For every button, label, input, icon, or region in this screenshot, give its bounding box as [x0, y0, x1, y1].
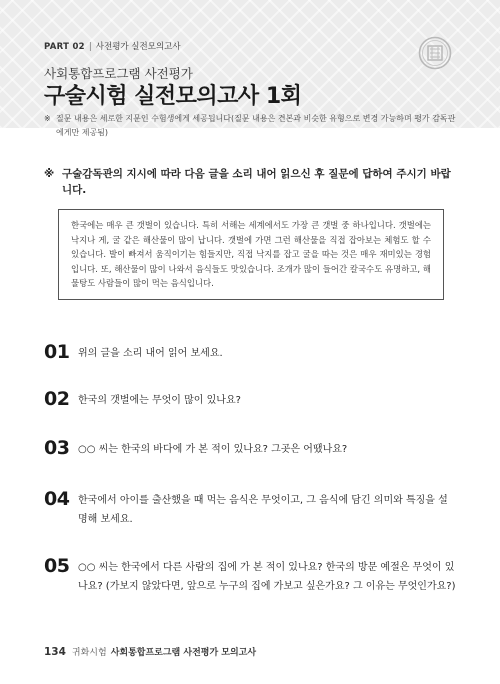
- part-breadcrumb: [44, 40, 181, 52]
- page-subtitle: 사회통합프로그램 사전평가: [44, 66, 193, 81]
- question-number: 02: [44, 388, 70, 410]
- instruction: [44, 166, 456, 198]
- question-text: 위의 글을 소리 내어 읽어 보세요.: [78, 348, 223, 359]
- question-number: 03: [44, 437, 70, 459]
- page-footer: [44, 645, 256, 658]
- instruction-text: 구술감독관의 지시에 따라 다음 글을 소리 내어 읽으신 후 질문에 답하여 주시기 바랍니다.: [62, 168, 451, 196]
- question-text: ○○ 씨는 한국에서 다른 사람의 집에 가 본 적이 있나요? 한국의 방문 예절은 무엇이 있나요? (가보지 않았다면, 앞으로 누구의 집에 가보고 싶은가요? 그 이유는 무엇인가요?): [78, 562, 456, 592]
- breadcrumb-separator: |: [88, 42, 92, 52]
- question-number: 05: [44, 555, 70, 577]
- question-number: 01: [44, 341, 70, 363]
- ornamental-seal-icon: [418, 36, 452, 70]
- footer-book-title: 사회통합프로그램 사전평가 모의고사: [110, 648, 257, 658]
- instruction-mark: ※: [44, 168, 55, 180]
- notice: [44, 112, 456, 140]
- page-number: 134: [44, 646, 66, 658]
- page-title: 구술시험 실전모의고사 1회: [44, 84, 302, 109]
- note-text: 질문 내용은 세로한 지문인 수험생에게 세공됩니다(질문 내용은 견본과 비슷한 유형으로 변경 가능하며 평가 감독관에게만 제공됨): [56, 114, 456, 137]
- question-text: ○○ 씨는 한국의 바다에 가 본 적이 있나요? 그곳은 어땠나요?: [78, 444, 348, 455]
- section-label: 사전평가 실전모의고사: [95, 42, 181, 52]
- footer-publisher: 귀화시험: [71, 648, 107, 658]
- question-text: 한국의 갯벌에는 무엇이 많이 있나요?: [78, 395, 241, 406]
- reading-passage: 한국에는 매우 큰 갯벌이 있습니다. 특히 서해는 세계에서도 가장 큰 갯벌 중 하나입니다. 갯벌에는 낙지나 게, 굴 같은 해산물이 많이 납니다. 갯벌에 가면 그런 해산물을 직접 잡아보는 체험도 할 수 있습니다. 발이 빠져서 움직이기는 힘들지만, 직접 낙지를 잡고 굴을 따는 것은 매우 재미있는 경험입니다. 또, 해산물이 많이 나와서 음식들도 맛있습니다. 조개가 많이 들어간 칼국수도 유명하고, 해물탕도 사람들이 많이 먹는 음식입니다.: [58, 209, 444, 300]
- part-label: PART 02: [44, 42, 85, 52]
- question-number: 04: [44, 488, 70, 510]
- note-mark: ※: [44, 114, 51, 123]
- question-text: 한국에서 아이를 출산했을 때 먹는 음식은 무엇이고, 그 음식에 담긴 의미와 특징을 설명해 보세요.: [78, 495, 448, 525]
